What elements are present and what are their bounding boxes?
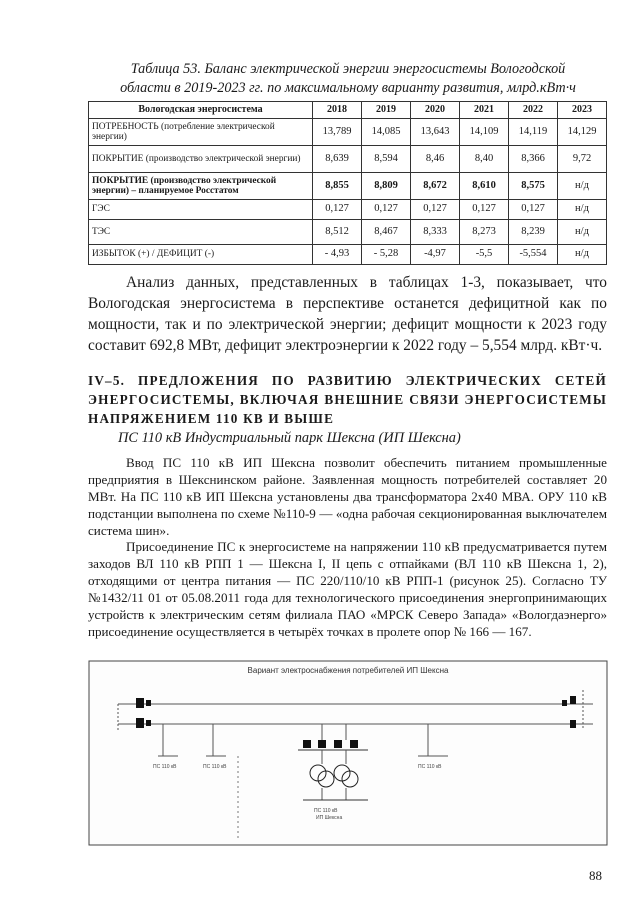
table-row (89, 173, 607, 200)
table-cell: 0,127 (509, 200, 558, 220)
left-substation-1-label: ПС 110 кВ (153, 764, 177, 770)
diagram-frame (89, 661, 607, 845)
heading-line-1: IV–5. ПРЕДЛОЖЕНИЯ ПО РАЗВИТИЮ ЭЛЕКТРИЧЕСКИХ СЕТЕЙ (88, 373, 607, 388)
table-cell: - 5,28 (362, 245, 411, 265)
table-cell: 8,467 (362, 220, 411, 245)
header-cell: Вологодская энергосистема (89, 102, 313, 119)
table-cell: 0,127 (411, 200, 460, 220)
table-cell: 13,643 (411, 119, 460, 146)
left-substation-2-label: ПС 110 кВ (203, 764, 227, 770)
paragraph-analysis: Анализ данных, представленных в таблицах 1-3, показывает, что Вологодская энергосистема в перспективе останется дефицитной как по мощности, так и по электрической энергии; дефицит мощности к 2023 году составит 692,8 МВт, дефицит электроэнергии к 2022 году – 5,554 млрд. кВт·ч. (88, 274, 607, 354)
table-cell: 0,127 (460, 200, 509, 220)
table-row (89, 220, 607, 245)
table-cell: 8,46 (411, 146, 460, 173)
row-label: ПОТРЕБНОСТЬ (потребление электрической энергии) (89, 119, 313, 146)
subsection-heading: ПС 110 кВ Индустриальный парк Шексна (ИП Шексна) (118, 430, 461, 446)
table-cell: 8,273 (460, 220, 509, 245)
table-cell: 13,789 (313, 119, 362, 146)
paragraph-substation: Ввод ПС 110 кВ ИП Шексна позволит обеспечить питанием промышленные предприятия в Шекснинском районе. Заявленная мощность потребителей составляет 20 МВт. На ПС 110 кВ ИП Шексна установлены два трансформатора 2х40 МВА. ОРУ 110 кВ подстанции выполнена по схеме №110-9 — «одна рабочая секционированная выключателем система шин». (88, 455, 607, 538)
header-cell: 2021 (460, 102, 509, 119)
table-cell: -5,554 (509, 245, 558, 265)
table-cell: 8,809 (362, 173, 411, 200)
table-row (89, 146, 607, 173)
table-cell: н/д (558, 220, 607, 245)
table-cell: 9,72 (558, 146, 607, 173)
central-substation-name: ИП Шексна (316, 815, 343, 821)
table-cell: 14,085 (362, 119, 411, 146)
table-caption (88, 60, 608, 98)
header-cell: 2019 (362, 102, 411, 119)
table-row (89, 245, 607, 265)
header-cell: 2018 (313, 102, 362, 119)
diagram-title: Вариант электроснабжения потребителей ИП Шексна (247, 666, 449, 675)
energy-balance-table (88, 101, 607, 265)
table-cell: -5,5 (460, 245, 509, 265)
row-label: ПОКРЫТИЕ (производство электрической энергии) (89, 146, 313, 173)
table-cell: н/д (558, 173, 607, 200)
table-row (89, 119, 607, 146)
table-row (89, 200, 607, 220)
table-cell: н/д (558, 245, 607, 265)
header-cell: 2023 (558, 102, 607, 119)
caption-line-2: области в 2019-2023 гг. по максимальному варианту развития, млрд.кВт·ч (120, 80, 576, 96)
row-label: ПОКРЫТИЕ (производство электрической энергии) – планируемое Росстатом (89, 173, 313, 200)
section-heading (88, 371, 607, 428)
caption-line-1: Таблица 53. Баланс электрической энергии энергосистемы Вологодской (130, 61, 566, 77)
header-cell: 2020 (411, 102, 460, 119)
table-cell: 8,610 (460, 173, 509, 200)
table-cell: 8,366 (509, 146, 558, 173)
heading-line-2: ЭНЕРГОСИСТЕМЫ, ВКЛЮЧАЯ ВНЕШНИЕ СВЯЗИ ЭНЕРГОСИСТЕМЫ (88, 392, 607, 407)
table-header-row (89, 102, 607, 119)
table-cell: 14,129 (558, 119, 607, 146)
paragraph-connection: Присоединение ПС к энергосистеме на напряжении 110 кВ предусматривается путем заходов ВЛ 110 кВ РПП 1 — Шексна I, II цепь с отпайками (ВЛ 110 кВ Шексна 1, 2), отходящими от центра питания — ПС 220/110/10 кВ РПП-1 (рисунок 25). Согласно ТУ №1432/11 01 от 05.08.2011 года для технологического присоединения энергопринимающих устройств к электрическим сетям филиала ПАО «МРСК Северо Запада» «Вологдаэнерго» присоединение осуществляется в четырёх точках в пролете опор № 166 — 167. (88, 539, 607, 639)
table-cell: 8,594 (362, 146, 411, 173)
table-cell: 8,575 (509, 173, 558, 200)
table-cell: 0,127 (313, 200, 362, 220)
header-cell: 2022 (509, 102, 558, 119)
table-cell: -4,97 (411, 245, 460, 265)
table-cell: 8,333 (411, 220, 460, 245)
row-label: ГЭС (89, 200, 313, 220)
right-substation-label: ПС 110 кВ (418, 764, 442, 770)
heading-line-3: НАПРЯЖЕНИЕМ 110 КВ И ВЫШЕ (88, 411, 335, 426)
table-cell: 0,127 (362, 200, 411, 220)
table-cell: 8,855 (313, 173, 362, 200)
power-supply-diagram (88, 660, 608, 846)
table-cell: н/д (558, 200, 607, 220)
table-cell: 14,109 (460, 119, 509, 146)
table-cell: 8,672 (411, 173, 460, 200)
table-cell: 8,512 (313, 220, 362, 245)
table-cell: 8,639 (313, 146, 362, 173)
table-cell: 8,40 (460, 146, 509, 173)
table-cell: 8,239 (509, 220, 558, 245)
row-label: ИЗБЫТОК (+) / ДЕФИЦИТ (-) (89, 245, 313, 265)
table-cell: 14,119 (509, 119, 558, 146)
central-substation-label: ПС 110 кВ (314, 808, 338, 814)
page-number: 88 (589, 868, 602, 883)
table-cell: - 4,93 (313, 245, 362, 265)
row-label: ТЭС (89, 220, 313, 245)
